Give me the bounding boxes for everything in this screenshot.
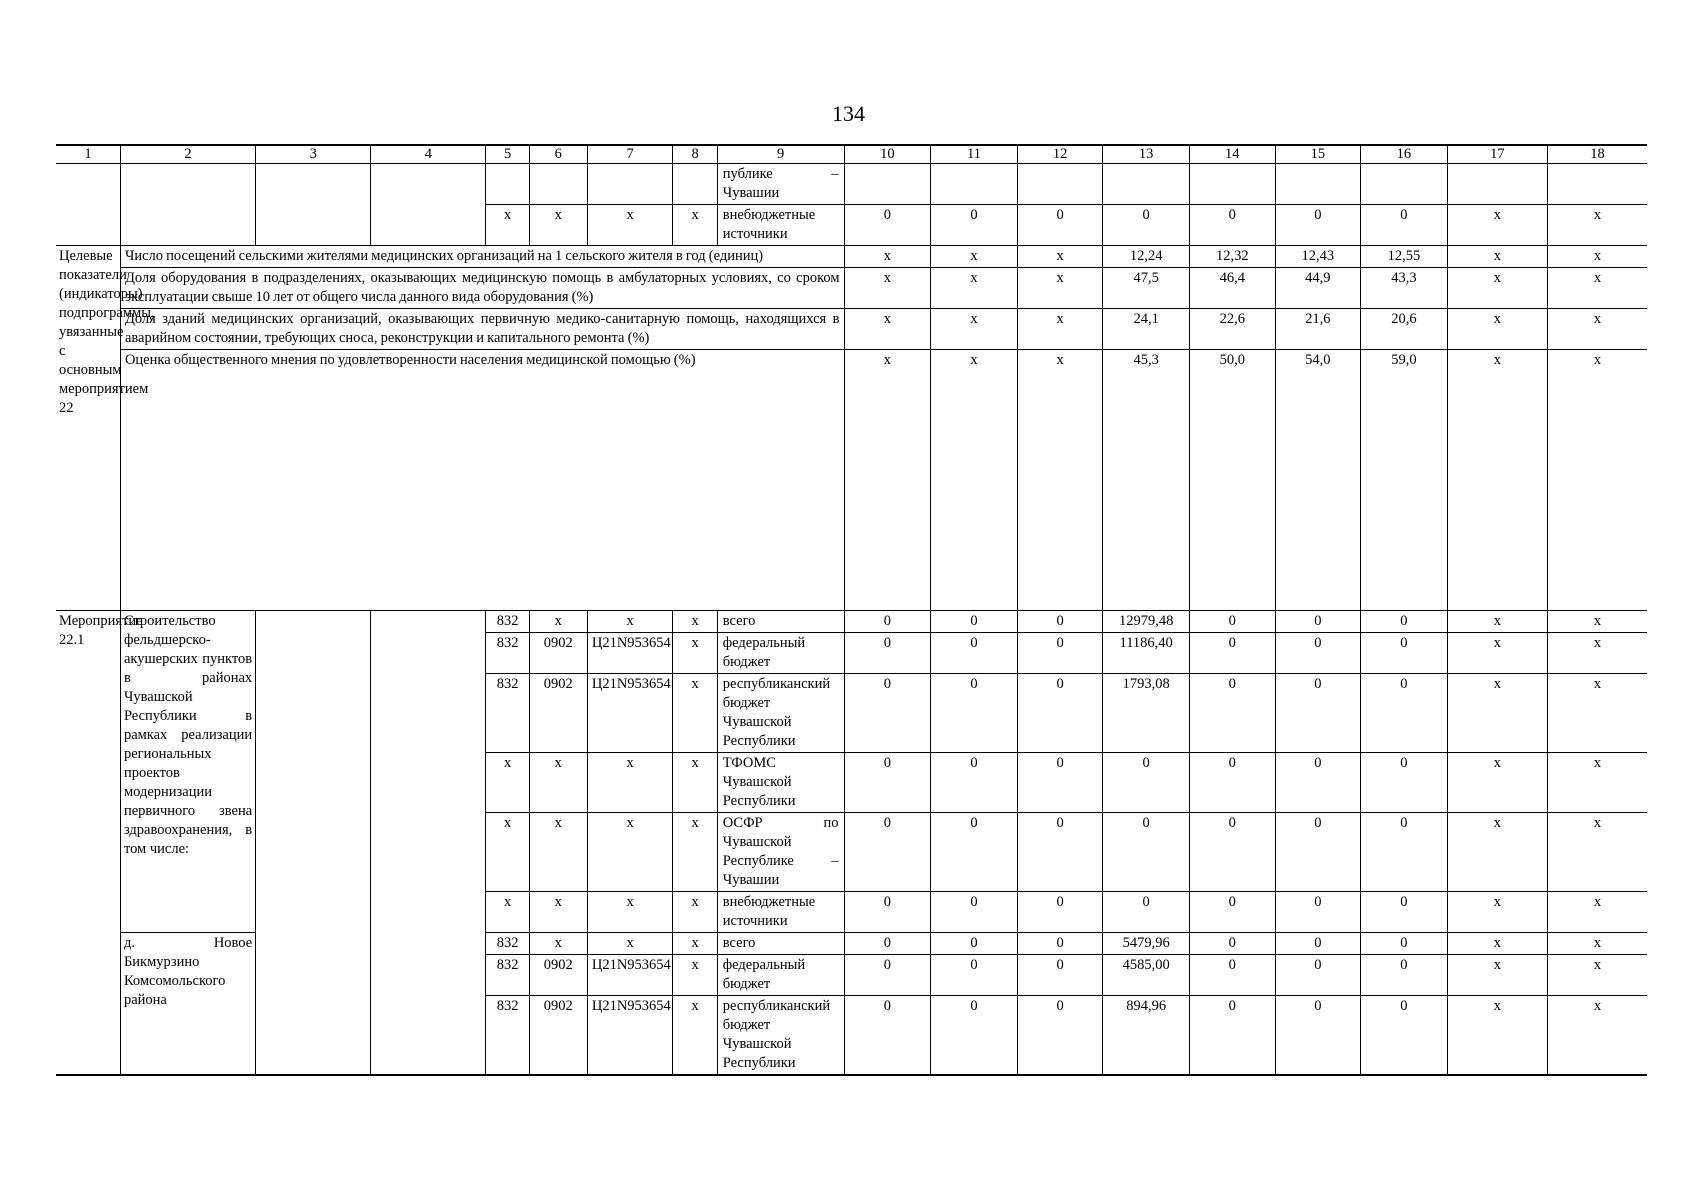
cell-value-col-13: 12979,48 [1103, 611, 1190, 633]
cell-value-col-18: х [1548, 633, 1647, 674]
cell-section: 0902 [529, 955, 587, 996]
target-indicator-text: Доля оборудования в подразделениях, оказывающих медицинскую помощь в амбулаторных условиях, со сроком эксплуатации свыше 10 лет от общего числа данного вида оборудования (%) [120, 268, 844, 309]
cell-value-col-15 [1275, 164, 1361, 205]
cell-value-col-12: х [1017, 246, 1103, 268]
cell-value-col-14: 50,0 [1189, 350, 1275, 611]
header-cell-2: 2 [120, 145, 255, 164]
cell-funding-source: республиканский бюджет Чувашской Республики [717, 996, 844, 1076]
cell-value-col-16: 0 [1361, 955, 1448, 996]
cell-expense-group: х [673, 996, 717, 1076]
cell-value-col-13 [1103, 164, 1190, 205]
cell-label [56, 164, 120, 246]
header-cell-14: 14 [1189, 145, 1275, 164]
cell-grbs: 832 [486, 611, 529, 633]
cell-value-col-12: 0 [1017, 813, 1103, 892]
cell-value-col-11: 0 [931, 892, 1018, 933]
cell-value-col-17: х [1447, 933, 1547, 955]
cell-value-col-14: 0 [1189, 674, 1275, 753]
cell-expense-group: х [673, 892, 717, 933]
cell-section: х [529, 753, 587, 813]
cell-value-col-11: 0 [931, 955, 1018, 996]
cell-value-col-16: 0 [1361, 813, 1448, 892]
cell-responsible [256, 611, 371, 1076]
table-row [56, 246, 1647, 268]
target-indicator-text: Доля зданий медицинских организаций, оказывающих первичную медико-санитарную помощь, находящихся в аварийном состоянии, требующих сноса, реконструкции и капитального ремонта (%) [120, 309, 844, 350]
cell-value-col-15: 0 [1275, 611, 1361, 633]
cell-value-col-15: 0 [1275, 753, 1361, 813]
header-cell-1: 1 [56, 145, 120, 164]
cell-grbs: 832 [486, 955, 529, 996]
cell-value-col-17: х [1447, 955, 1547, 996]
header-cell-11: 11 [931, 145, 1018, 164]
cell-value-col-11: х [931, 246, 1018, 268]
cell-value-col-10: 0 [844, 955, 931, 996]
header-cell-3: 3 [256, 145, 371, 164]
cell-funding-source: республиканский бюджет Чувашской Республики [717, 674, 844, 753]
cell-value-col-18: х [1548, 933, 1647, 955]
cell-grbs: х [486, 753, 529, 813]
cell-value-col-12: 0 [1017, 955, 1103, 996]
cell-value-col-11: 0 [931, 205, 1018, 246]
cell-value-col-17: х [1447, 350, 1547, 611]
cell-value-col-16: 0 [1361, 674, 1448, 753]
program-table [56, 144, 1647, 1076]
cell-value-col-12: х [1017, 268, 1103, 309]
cell-value-col-16: 0 [1361, 633, 1448, 674]
event-label: Мероприятие 22.1 [56, 611, 120, 1076]
table-body [56, 145, 1647, 1075]
cell-value-col-17: х [1447, 246, 1547, 268]
cell-value-col-16: 59,0 [1361, 350, 1448, 611]
cell-grbs: 832 [486, 674, 529, 753]
cell-value-col-16: 0 [1361, 933, 1448, 955]
cell-value-col-16: 0 [1361, 892, 1448, 933]
cell-funding-source: федеральный бюджет [717, 633, 844, 674]
sub-item-title: д. Новое Бикмурзино Комсомольского района [120, 933, 255, 1076]
cell-value-col-10 [844, 164, 931, 205]
cell-value-col-18: х [1548, 813, 1647, 892]
cell-funding-source: всего [717, 611, 844, 633]
cell-funding-source: ОСФР по Чувашской Республике – Чувашии [717, 813, 844, 892]
cell-funding-source: федеральный бюджет [717, 955, 844, 996]
cell-col-4 [371, 611, 486, 1076]
cell-value-col-12: 0 [1017, 674, 1103, 753]
cell-value-col-11: 0 [931, 611, 1018, 633]
cell-value-col-14: 0 [1189, 611, 1275, 633]
cell-value-col-15: 0 [1275, 674, 1361, 753]
cell-value-col-13: 12,24 [1103, 246, 1190, 268]
targets-label: Целевые показатели (индикаторы) подпрограммы, увязанные с основным мероприятием 22 [56, 246, 120, 611]
cell-value-col-13: 0 [1103, 892, 1190, 933]
cell-value-col-13: 894,96 [1103, 996, 1190, 1076]
cell-target-item: Ц21N953654 [587, 633, 673, 674]
target-indicator-text: Число посещений сельскими жителями медицинских организаций на 1 сельского жителя в год (единиц) [120, 246, 844, 268]
cell-value-col-15: 0 [1275, 205, 1361, 246]
cell-value-col-13: 0 [1103, 813, 1190, 892]
cell-value-col-13: 0 [1103, 753, 1190, 813]
cell-section: х [529, 933, 587, 955]
cell-value-col-15: 21,6 [1275, 309, 1361, 350]
cell-value-col-16: 20,6 [1361, 309, 1448, 350]
cell-value-col-10: 0 [844, 205, 931, 246]
header-cell-17: 17 [1447, 145, 1547, 164]
header-cell-7: 7 [587, 145, 673, 164]
cell-value-col-11: 0 [931, 674, 1018, 753]
table-row [56, 350, 1647, 611]
cell-value-col-13: 0 [1103, 205, 1190, 246]
cell-value-col-15: 44,9 [1275, 268, 1361, 309]
cell-value-col-15: 0 [1275, 955, 1361, 996]
cell-value-col-12: 0 [1017, 933, 1103, 955]
cell-value-col-11: х [931, 350, 1018, 611]
cell-value-col-12: х [1017, 350, 1103, 611]
cell-value-col-17: х [1447, 674, 1547, 753]
cell-value-col-17: х [1447, 268, 1547, 309]
cell-value-col-14: 12,32 [1189, 246, 1275, 268]
cell-value-col-10: 0 [844, 933, 931, 955]
cell-value-col-14: 0 [1189, 813, 1275, 892]
header-cell-5: 5 [486, 145, 529, 164]
cell-expense-group [673, 164, 717, 205]
page-number: 134 [832, 101, 865, 126]
header-cell-18: 18 [1548, 145, 1647, 164]
header-cell-4: 4 [371, 145, 486, 164]
header-cell-12: 12 [1017, 145, 1103, 164]
cell-grbs: х [486, 205, 529, 246]
cell-value-col-11: 0 [931, 813, 1018, 892]
cell-value-col-15: 0 [1275, 996, 1361, 1076]
cell-value-col-18: х [1548, 309, 1647, 350]
cell-value-col-10: 0 [844, 813, 931, 892]
event-title: Строительство фельдшерско-акушерских пунктов в районах Чувашской Республики в рамках реализации региональных проектов модернизации первичного звена здравоохранения, в том числе: [120, 611, 255, 933]
cell-value-col-11: х [931, 309, 1018, 350]
cell-value-col-14: 0 [1189, 205, 1275, 246]
cell-expense-group: х [673, 753, 717, 813]
header-cell-10: 10 [844, 145, 931, 164]
cell-target-item: х [587, 611, 673, 633]
cell-value-col-11: 0 [931, 753, 1018, 813]
cell-value-col-10: х [844, 350, 931, 611]
cell-value-col-10: 0 [844, 674, 931, 753]
cell-title [120, 164, 255, 246]
cell-value-col-12: 0 [1017, 205, 1103, 246]
cell-section: 0902 [529, 674, 587, 753]
cell-grbs: 832 [486, 996, 529, 1076]
cell-section: х [529, 892, 587, 933]
cell-value-col-16 [1361, 164, 1448, 205]
header-cell-16: 16 [1361, 145, 1448, 164]
cell-expense-group: х [673, 633, 717, 674]
table-row [56, 164, 1647, 205]
cell-value-col-10: 0 [844, 753, 931, 813]
header-cell-13: 13 [1103, 145, 1190, 164]
cell-value-col-12: 0 [1017, 753, 1103, 813]
cell-value-col-17: х [1447, 633, 1547, 674]
cell-section [529, 164, 587, 205]
cell-value-col-18: х [1548, 674, 1647, 753]
cell-value-col-18 [1548, 164, 1647, 205]
target-indicator-text: Оценка общественного мнения по удовлетворенности населения медицинской помощью (%) [120, 350, 844, 611]
cell-target-item: Ц21N953654 [587, 955, 673, 996]
cell-value-col-12 [1017, 164, 1103, 205]
cell-value-col-14: 0 [1189, 933, 1275, 955]
cell-target-item: Ц21N953654 [587, 674, 673, 753]
cell-value-col-17: х [1447, 813, 1547, 892]
cell-value-col-16: 0 [1361, 611, 1448, 633]
cell-value-col-16: 43,3 [1361, 268, 1448, 309]
cell-value-col-10: х [844, 268, 931, 309]
cell-section: х [529, 205, 587, 246]
cell-value-col-12: 0 [1017, 611, 1103, 633]
cell-value-col-10: 0 [844, 892, 931, 933]
cell-value-col-10: 0 [844, 633, 931, 674]
cell-value-col-16: 0 [1361, 205, 1448, 246]
cell-value-col-14 [1189, 164, 1275, 205]
cell-value-col-17: х [1447, 611, 1547, 633]
cell-value-col-10: 0 [844, 996, 931, 1076]
cell-target-item: х [587, 753, 673, 813]
cell-funding-source: внебюджетные источники [717, 205, 844, 246]
cell-value-col-13: 1793,08 [1103, 674, 1190, 753]
cell-value-col-10: х [844, 246, 931, 268]
header-cell-9: 9 [717, 145, 844, 164]
cell-grbs: х [486, 892, 529, 933]
cell-section: х [529, 813, 587, 892]
cell-value-col-17: х [1447, 205, 1547, 246]
cell-value-col-18: х [1548, 955, 1647, 996]
cell-funding-source: ТФОМС Чувашской Республики [717, 753, 844, 813]
cell-value-col-14: 46,4 [1189, 268, 1275, 309]
cell-value-col-14: 0 [1189, 996, 1275, 1076]
cell-value-col-18: х [1548, 892, 1647, 933]
cell-grbs: 832 [486, 933, 529, 955]
cell-responsible [256, 164, 371, 246]
cell-target-item: Ц21N953654 [587, 996, 673, 1076]
cell-value-col-14: 0 [1189, 892, 1275, 933]
table-row [56, 611, 1647, 633]
cell-value-col-16: 0 [1361, 996, 1448, 1076]
cell-value-col-13: 24,1 [1103, 309, 1190, 350]
cell-value-col-11: 0 [931, 933, 1018, 955]
cell-value-col-13: 4585,00 [1103, 955, 1190, 996]
cell-value-col-11 [931, 164, 1018, 205]
cell-value-col-15: 0 [1275, 813, 1361, 892]
cell-value-col-12: 0 [1017, 892, 1103, 933]
cell-value-col-15: 0 [1275, 933, 1361, 955]
cell-value-col-18: х [1548, 350, 1647, 611]
cell-value-col-12: 0 [1017, 996, 1103, 1076]
cell-value-col-16: 12,55 [1361, 246, 1448, 268]
cell-expense-group: х [673, 611, 717, 633]
cell-value-col-15: 0 [1275, 892, 1361, 933]
header-cell-6: 6 [529, 145, 587, 164]
cell-value-col-11: х [931, 268, 1018, 309]
cell-value-col-16: 0 [1361, 753, 1448, 813]
cell-value-col-14: 0 [1189, 633, 1275, 674]
cell-expense-group: х [673, 955, 717, 996]
cell-value-col-18: х [1548, 268, 1647, 309]
cell-value-col-14: 0 [1189, 955, 1275, 996]
cell-value-col-18: х [1548, 996, 1647, 1076]
cell-funding-source: публике – Чувашии [717, 164, 844, 205]
cell-value-col-17 [1447, 164, 1547, 205]
cell-target-item [587, 164, 673, 205]
cell-value-col-18: х [1548, 205, 1647, 246]
cell-section: 0902 [529, 996, 587, 1076]
header-cell-8: 8 [673, 145, 717, 164]
cell-value-col-18: х [1548, 611, 1647, 633]
cell-value-col-15: 12,43 [1275, 246, 1361, 268]
cell-col-4 [371, 164, 486, 246]
cell-value-col-17: х [1447, 753, 1547, 813]
cell-value-col-13: 47,5 [1103, 268, 1190, 309]
cell-value-col-18: х [1548, 753, 1647, 813]
cell-expense-group: х [673, 674, 717, 753]
cell-expense-group: х [673, 813, 717, 892]
cell-expense-group: х [673, 933, 717, 955]
cell-value-col-13: 45,3 [1103, 350, 1190, 611]
header-row [56, 145, 1647, 164]
cell-grbs: 832 [486, 633, 529, 674]
cell-value-col-15: 0 [1275, 633, 1361, 674]
cell-funding-source: всего [717, 933, 844, 955]
table-row [56, 268, 1647, 309]
cell-grbs: х [486, 813, 529, 892]
cell-value-col-15: 54,0 [1275, 350, 1361, 611]
header-cell-15: 15 [1275, 145, 1361, 164]
cell-grbs [486, 164, 529, 205]
cell-value-col-17: х [1447, 309, 1547, 350]
table-row [56, 309, 1647, 350]
cell-funding-source: внебюджетные источники [717, 892, 844, 933]
cell-value-col-13: 5479,96 [1103, 933, 1190, 955]
cell-target-item: х [587, 813, 673, 892]
cell-value-col-13: 11186,40 [1103, 633, 1190, 674]
cell-value-col-11: 0 [931, 996, 1018, 1076]
cell-value-col-17: х [1447, 892, 1547, 933]
cell-expense-group: х [673, 205, 717, 246]
cell-target-item: х [587, 892, 673, 933]
cell-value-col-17: х [1447, 996, 1547, 1076]
cell-value-col-12: 0 [1017, 633, 1103, 674]
cell-value-col-18: х [1548, 246, 1647, 268]
cell-value-col-10: 0 [844, 611, 931, 633]
cell-value-col-14: 22,6 [1189, 309, 1275, 350]
cell-section: 0902 [529, 633, 587, 674]
cell-section: х [529, 611, 587, 633]
cell-target-item: х [587, 205, 673, 246]
cell-value-col-11: 0 [931, 633, 1018, 674]
cell-value-col-10: х [844, 309, 931, 350]
cell-target-item: х [587, 933, 673, 955]
cell-value-col-12: х [1017, 309, 1103, 350]
cell-value-col-14: 0 [1189, 753, 1275, 813]
